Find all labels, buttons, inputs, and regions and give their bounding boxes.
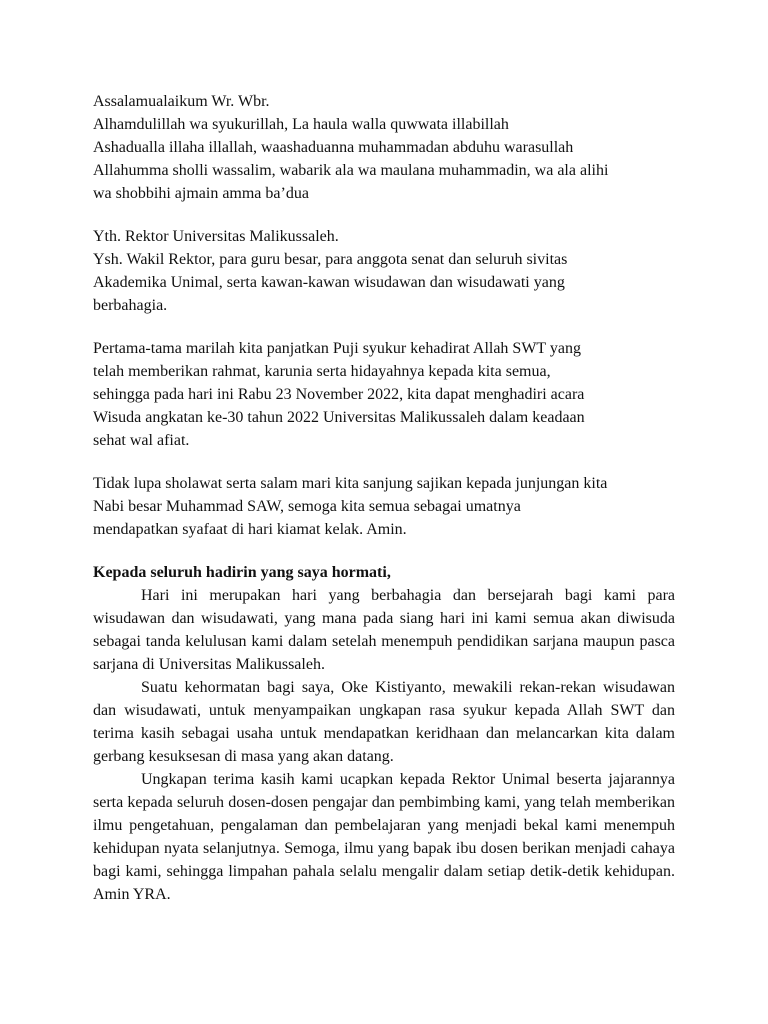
document-body (93, 90, 675, 906)
sholawat-paragraph (93, 472, 675, 541)
greeting-line: wa shobbihi ajmain amma ba’dua (93, 185, 309, 202)
speech-paragraph: Suatu kehormatan bagi saya, Oke Kistiyanto, mewakili rekan-rekan wisudawan dan wisudawati, untuk menyampaikan ungkapan rasa syukur kepada Allah SWT dan terima kasih sebagai usaha untuk mendapatkan keridhaan dan melancarkan kita dalam gerbang kesuksesan di masa yang akan datang. (93, 679, 675, 765)
address-line: Akademika Unimal, serta kawan-kawan wisudawan dan wisudawati yang (93, 274, 565, 291)
gratitude-line: telah memberikan rahmat, karunia serta hidayahnya kepada kita semua, (93, 363, 551, 380)
address-line: Ysh. Wakil Rektor, para guru besar, para anggota senat dan seluruh sivitas (93, 251, 568, 268)
speech-paragraph: Ungkapan terima kasih kami ucapkan kepada Rektor Unimal beserta jajarannya serta kepada seluruh dosen-dosen pengajar dan pembimbing kami, yang telah memberikan ilmu pengetahuan, pengalaman dan pembelajaran yang menjadi bekal kami menempuh kehidupan nyata selanjutnya. Semoga, ilmu yang bapak ibu dosen berikan menjadi cahaya bagi kami, sehingga limpahan pahala selalu mengalir dalam setiap detik-detik kehidupan. Amin YRA. (93, 771, 675, 903)
greeting-line: Alhamdulillah wa syukurillah, La haula walla quwwata illabillah (93, 116, 509, 133)
address-line: Yth. Rektor Universitas Malikussaleh. (93, 228, 339, 245)
address-line: berbahagia. (93, 297, 168, 314)
greeting-line: Allahumma sholli wassalim, wabarik ala wa maulana muhammadin, wa ala alihi (93, 162, 609, 179)
section-heading: Kepada seluruh hadirin yang saya hormati, (93, 564, 391, 581)
sholawat-line: Nabi besar Muhammad SAW, semoga kita semua sebagai umatnya (93, 498, 521, 515)
greeting-line: Assalamualaikum Wr. Wbr. (93, 93, 270, 110)
gratitude-paragraph (93, 337, 675, 452)
speech-paragraph: Hari ini merupakan hari yang berbahagia dan bersejarah bagi kami para wisudawan dan wisudawati, yang mana pada siang hari ini kami semua akan diwisuda sebagai tanda kelulusan kami dalam setelah menempuh pendidikan sarjana maupun pasca sarjana di Universitas Malikussaleh. (93, 587, 675, 673)
sholawat-line: mendapatkan syafaat di hari kiamat kelak. Amin. (93, 521, 407, 538)
address-block (93, 225, 675, 317)
sholawat-line: Tidak lupa sholawat serta salam mari kita sanjung sajikan kepada junjungan kita (93, 475, 608, 492)
gratitude-line: sehat wal afiat. (93, 432, 190, 449)
gratitude-line: sehingga pada hari ini Rabu 23 November 2022, kita dapat menghadiri acara (93, 386, 585, 403)
gratitude-line: Wisuda angkatan ke-30 tahun 2022 Universitas Malikussaleh dalam keadaan (93, 409, 585, 426)
opening-greeting (93, 90, 675, 205)
gratitude-line: Pertama-tama marilah kita panjatkan Puji syukur kehadirat Allah SWT yang (93, 340, 582, 357)
greeting-line: Ashadualla illaha illallah, waashaduanna muhammadan abduhu warasullah (93, 139, 574, 156)
